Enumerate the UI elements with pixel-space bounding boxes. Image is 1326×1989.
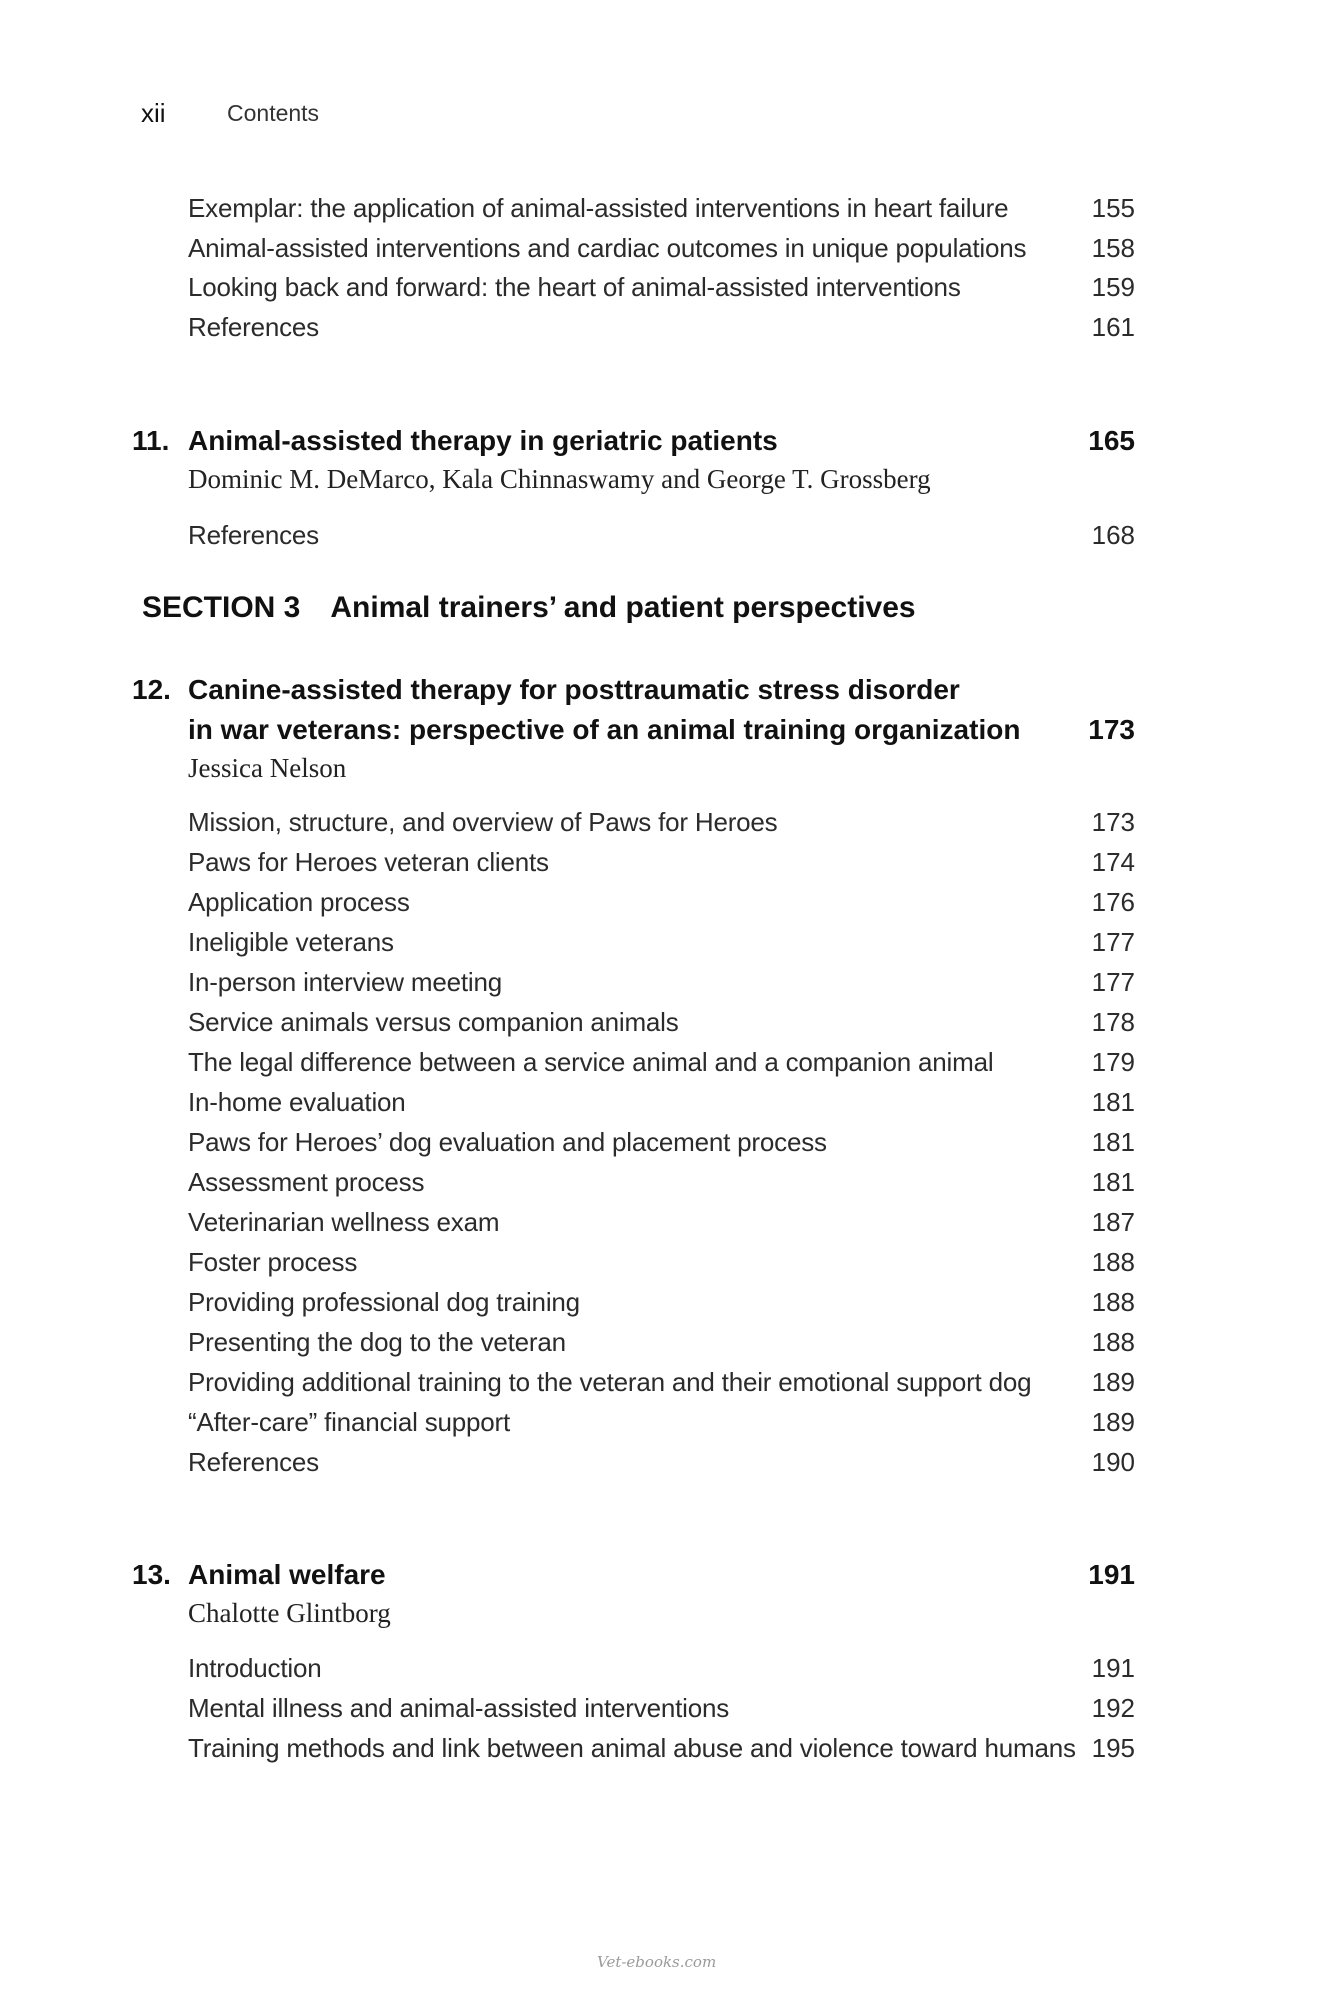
toc-entry-page: 179 [1091,1047,1135,1077]
toc-entry-page: 168 [1091,520,1135,550]
toc-entry-page: 188 [1091,1287,1135,1317]
toc-entry[interactable] [188,887,1135,921]
toc-entry-page: 188 [1091,1247,1135,1277]
toc-entry-page: 181 [1091,1087,1135,1117]
toc-entry-page: 159 [1091,272,1135,302]
toc-entry[interactable] [188,1087,1135,1121]
toc-entry-title: Veterinarian wellness exam [188,1207,500,1237]
toc-entry[interactable] [188,312,1135,346]
toc-entry[interactable] [188,1247,1135,1281]
toc-entry-title: Animal-assisted interventions and cardiac outcomes in unique populations [188,233,1027,263]
toc-entry-page: 192 [1091,1693,1135,1723]
toc-entry[interactable] [188,1047,1135,1081]
page-number: xii [141,98,166,128]
toc-entry-title: Foster process [188,1247,358,1277]
toc-entry-title: Looking back and forward: the heart of animal-assisted interventions [188,272,961,302]
toc-entry-page: 189 [1091,1407,1135,1437]
toc-entry-title: Introduction [188,1653,322,1683]
chapter-page: 165 [1088,425,1135,456]
toc-entry-page: 177 [1091,927,1135,957]
toc-entry-title: Paws for Heroes’ dog evaluation and placement process [188,1127,827,1157]
toc-entry[interactable] [188,193,1135,227]
toc-entry-page: 191 [1091,1653,1135,1683]
toc-entry-page: 189 [1091,1367,1135,1397]
toc-entry-title: The legal difference between a service animal and a companion animal [188,1047,994,1077]
toc-entry[interactable] [188,967,1135,1001]
toc-entry[interactable] [188,1207,1135,1241]
chapter-title-line-1: Canine-assisted therapy for posttraumatic stress disorder [188,674,960,705]
toc-entry-title: Training methods and link between animal abuse and violence toward humans [188,1733,1076,1763]
chapter-13-heading[interactable] [132,1559,1135,1639]
chapter-page: 173 [1088,714,1135,745]
toc-entry-page: 158 [1091,233,1135,263]
chapter-12-heading[interactable] [132,674,1135,794]
chapter-page: 191 [1088,1559,1135,1590]
toc-entry-page: 155 [1091,193,1135,223]
toc-entry-title: Mental illness and animal-assisted interventions [188,1693,730,1723]
toc-entry[interactable] [188,1733,1135,1767]
toc-entry[interactable] [188,1447,1135,1481]
chapter-authors: Jessica Nelson [188,753,347,783]
toc-entry-page: 176 [1091,887,1135,917]
section-title: Animal trainers’ and patient perspectives [330,591,916,624]
toc-entry-title: Service animals versus companion animals [188,1007,679,1037]
toc-entry-page: 174 [1091,847,1135,877]
toc-entry[interactable] [188,520,1135,554]
watermark: Vet-ebooks.com [597,1953,717,1971]
toc-entry[interactable] [188,1007,1135,1041]
toc-entry[interactable] [188,1367,1135,1401]
toc-entry-title: Presenting the dog to the veteran [188,1327,566,1357]
toc-entry-title: Exemplar: the application of animal-assisted interventions in heart failure [188,193,1009,223]
toc-entry-page: 181 [1091,1167,1135,1197]
toc-entry[interactable] [188,1693,1135,1727]
toc-entry[interactable] [188,1407,1135,1441]
toc-entry[interactable] [188,927,1135,961]
toc-entry[interactable] [188,1653,1135,1687]
chapter-number: 13. [132,1559,171,1590]
chapter-authors: Chalotte Glintborg [188,1598,391,1628]
toc-entry[interactable] [188,1287,1135,1321]
toc-entry-title: Assessment process [188,1167,425,1197]
toc-entry-title: Paws for Heroes veteran clients [188,847,549,877]
toc-entry-page: 177 [1091,967,1135,997]
toc-entry[interactable] [188,807,1135,841]
chapter-authors: Dominic M. DeMarco, Kala Chinnaswamy and George T. Grossberg [188,464,931,494]
toc-entry-title: References [188,1447,319,1477]
toc-entry-page: 161 [1091,312,1135,342]
toc-entry-page: 178 [1091,1007,1135,1037]
chapter-title: Animal welfare [188,1559,386,1590]
toc-entry-title: Providing professional dog training [188,1287,580,1317]
toc-entry-title: In-person interview meeting [188,967,502,997]
toc-entry-page: 181 [1091,1127,1135,1157]
running-title: Contents [227,100,320,126]
toc-entry-title: References [188,312,319,342]
toc-entry-title: Ineligible veterans [188,927,394,957]
toc-entry-page: 173 [1091,807,1135,837]
toc-entry-title: Providing additional training to the veteran and their emotional support dog [188,1367,1032,1397]
toc-entry-title: Mission, structure, and overview of Paws for Heroes [188,807,778,837]
toc-entry[interactable] [188,1127,1135,1161]
section-heading [142,591,916,625]
toc-entry[interactable] [188,847,1135,881]
toc-entry-title: Application process [188,887,410,917]
toc-entry[interactable] [188,1327,1135,1361]
toc-entry-page: 195 [1091,1733,1135,1763]
chapter-number: 12. [132,674,171,705]
chapter-number: 11. [132,425,170,456]
toc-entry-page: 188 [1091,1327,1135,1357]
toc-entry-page: 187 [1091,1207,1135,1237]
toc-entry[interactable] [188,1167,1135,1201]
chapter-title-line-2: in war veterans: perspective of an animal training organization [188,714,1021,745]
toc-entry-page: 190 [1091,1447,1135,1477]
toc-entry-title: In-home evaluation [188,1087,406,1117]
toc-entry-title: References [188,520,319,550]
section-label: SECTION 3 [142,591,301,624]
toc-entry[interactable] [188,272,1135,306]
toc-entry-title: “After-care” financial support [188,1407,511,1437]
chapter-title: Animal-assisted therapy in geriatric patients [188,425,778,456]
toc-entry[interactable] [188,233,1135,267]
chapter-11-heading[interactable] [132,425,1135,505]
